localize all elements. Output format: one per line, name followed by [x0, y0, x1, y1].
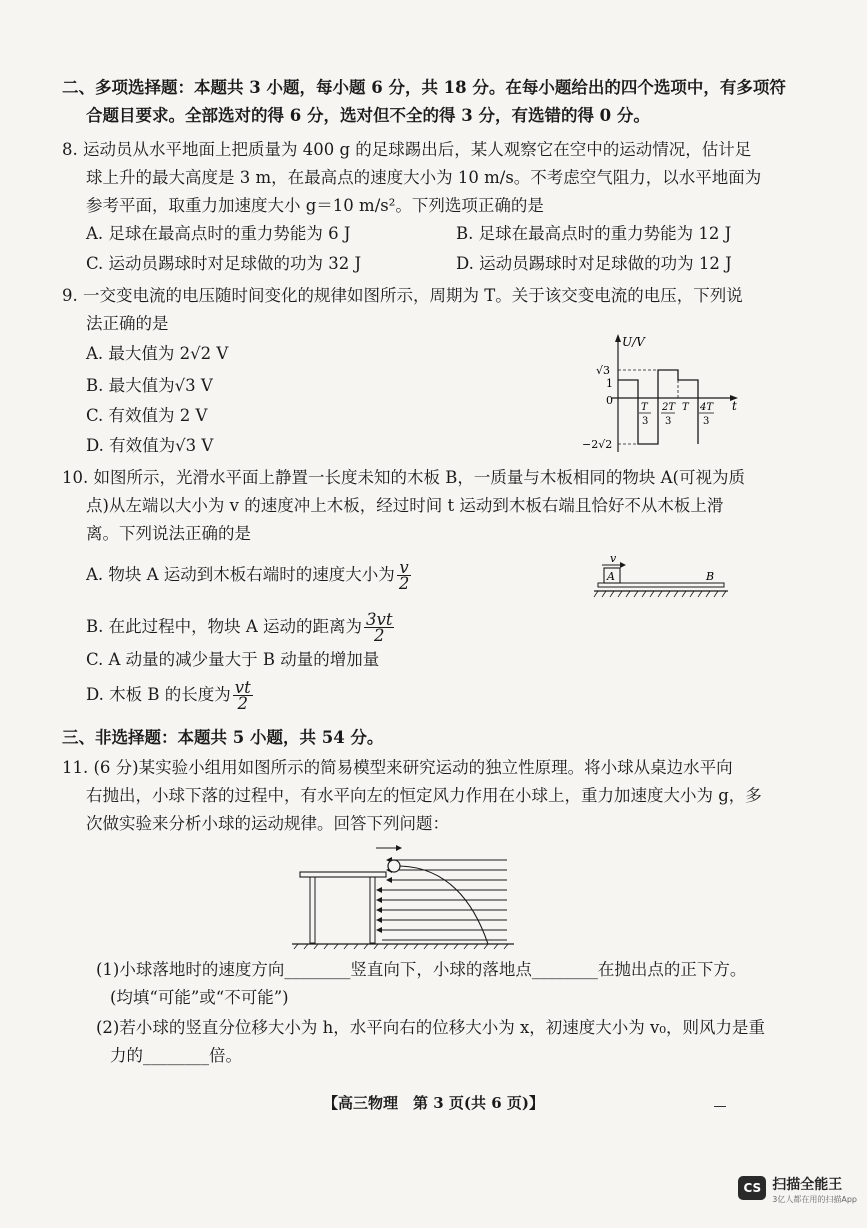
watermark-title: 扫描全能王	[772, 1177, 843, 1193]
q11-stem-line1: 11. (6 分)某实验小组用如图所示的简易模型来研究运动的独立性原理。将小球从桌边水平向	[62, 758, 733, 777]
q10-stem-line2: 点)从左端以大小为 v 的速度冲上木板，经过时间 t 运动到木板右端且恰好不从木板上滑	[86, 496, 724, 515]
footer-mark	[714, 1106, 726, 1107]
section3-header: 三、非选择题：本题共 5 小题，共 54 分。	[62, 728, 384, 747]
voltage-time-graph	[582, 332, 742, 462]
q9-stem-line1: 9. 一交变电流的电压随时间变化的规律如图所示，周期为 T。关于该交变电流的电压，下列说	[62, 286, 743, 305]
y-tick-1: 1	[606, 377, 613, 390]
q9-option-c: C. 有效值为 2 V	[86, 406, 208, 425]
x-tick-t3-den: 3	[642, 416, 649, 427]
x-tick-4t3-den: 3	[703, 416, 710, 427]
wind-lines	[382, 860, 507, 940]
q10-stem-line3: 离。下列说法正确的是	[86, 524, 251, 543]
q9-stem-line2: 法正确的是	[86, 314, 169, 333]
table-leg-left	[310, 877, 315, 943]
scanner-watermark	[738, 1176, 857, 1206]
y-tick-neg-2sqrt2: −2√2	[582, 438, 613, 451]
q9-option-b: B. 最大值为√3 V	[86, 376, 213, 395]
q10-option-b: B. 在此过程中，物块 A 运动的距离为 $\frac{3vt}{2}$	[86, 610, 393, 645]
watermark-subtitle: 3亿人都在用的扫描App	[772, 1195, 857, 1204]
table-top	[300, 872, 386, 877]
q10-option-c: C. A 动量的减少量大于 B 动量的增加量	[86, 650, 380, 669]
q8-option-c: C. 运动员踢球时对足球做的功为 32 J	[86, 254, 362, 273]
trajectory	[400, 866, 488, 944]
ball	[388, 860, 400, 872]
y-tick-sqrt3: √3	[596, 364, 611, 377]
q8-option-a: A. 足球在最高点时的重力势能为 6 J	[86, 224, 351, 243]
q10-stem-line1: 10. 如图所示，光滑水平面上静置一长度未知的木板 B，一质量与木板相同的物块 A(可视为质	[62, 468, 745, 487]
projectile-wind-figure	[292, 838, 522, 950]
board-b-label: B	[706, 570, 715, 583]
q10-option-d: D. 木板 B 的长度为 $\frac{vt}{2}$	[86, 678, 251, 713]
x-axis-label: t	[732, 399, 737, 413]
ground-hatching	[294, 944, 508, 949]
q11-stem-line3: 次做实验来分析小球的运动规律。回答下列问题：	[86, 814, 449, 833]
section2-header-line2: 合题目要求。全部选对的得 6 分，选对但不全的得 3 分，有选错的得 0 分。	[86, 106, 650, 125]
q8-stem-line1: 8. 运动员从水平地面上把质量为 400 g 的足球踢出后，某人观察它在空中的运动情况，估计足	[62, 140, 752, 159]
velocity-label: v	[610, 552, 617, 565]
y-axis-label: U/V	[622, 335, 645, 349]
fraction-vt-2: $\frac{vt}{2}$	[234, 678, 251, 713]
block-board-figure	[594, 552, 734, 602]
q8-option-b: B. 足球在最高点时的重力势能为 12 J	[456, 224, 732, 243]
q9-option-a: A. 最大值为 2√2 V	[86, 344, 229, 363]
q11-part1: (1)小球落地时的速度方向________竖直向下，小球的落地点________在抛出点的正下方。	[96, 960, 747, 979]
section2-header-line1: 二、多项选择题：本题共 3 小题，每小题 6 分，共 18 分。在每小题给出的四个选项中，有多项符	[62, 78, 786, 97]
x-tick-2t3-den: 3	[665, 416, 672, 427]
x-tick-4t3-num: 4T	[700, 402, 714, 413]
q8-stem-line2: 球上升的最大高度是 3 m，在最高点的速度大小为 10 m/s。不考虑空气阻力，以水平地面为	[86, 168, 762, 187]
x-tick-t3-num: T	[641, 402, 648, 413]
fraction-3vt-2: $\frac{3vt}{2}$	[366, 610, 393, 645]
q11-part2-line1: (2)若小球的竖直分位移大小为 h，水平向右的位移大小为 x，初速度大小为 v₀，则风力是重	[96, 1018, 765, 1037]
q10-option-a: A. 物块 A 运动到木板右端时的速度大小为 $\frac{v}{2}$	[86, 558, 410, 593]
q11-part1-note: (均填“可能”或“不可能”)	[110, 988, 289, 1007]
y-tick-0: 0	[606, 394, 613, 407]
cs-logo-icon: CS	[738, 1176, 766, 1200]
board-b	[598, 583, 724, 587]
x-tick-t: T	[682, 402, 689, 413]
ground-hatching	[594, 591, 726, 597]
block-a-label: A	[607, 570, 615, 583]
table-leg-right	[370, 877, 375, 943]
q11-part2-line2: 力的________倍。	[110, 1046, 242, 1065]
page-footer: 【高三物理 第 3 页(共 6 页)】	[323, 1094, 544, 1112]
x-tick-2t3-num: 2T	[662, 402, 676, 413]
y-axis-arrow	[615, 334, 621, 342]
q8-option-d: D. 运动员踢球时对足球做的功为 12 J	[456, 254, 732, 273]
q9-option-d: D. 有效值为√3 V	[86, 436, 214, 455]
q8-stem-line3: 参考平面，取重力加速度大小 g＝10 m/s²。下列选项正确的是	[86, 196, 544, 215]
fraction-v-2: $\frac{v}{2}$	[398, 558, 410, 593]
q11-stem-line2: 右抛出，小球下落的过程中，有水平向左的恒定风力作用在小球上，重力加速度大小为 g，多	[86, 786, 762, 805]
